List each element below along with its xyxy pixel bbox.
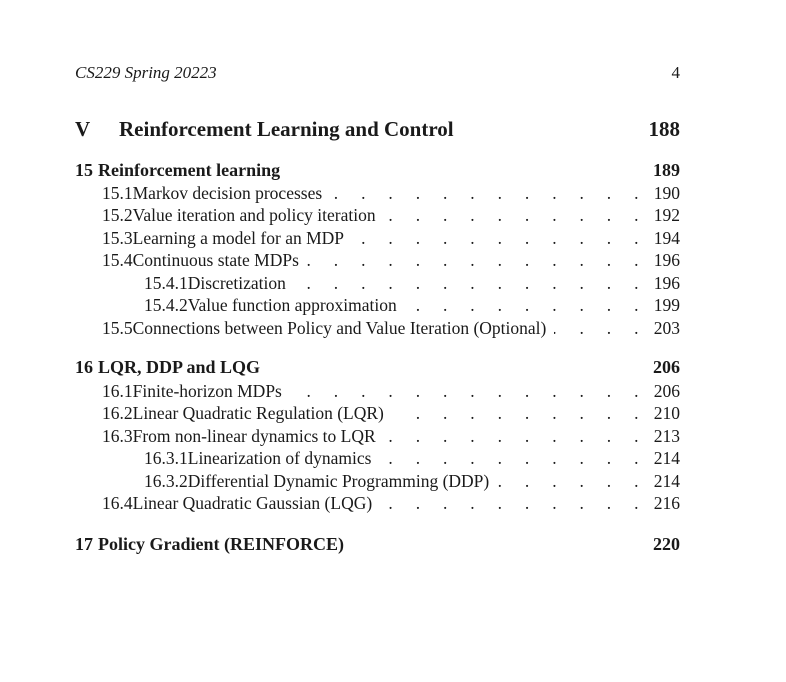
part-number: V	[75, 117, 91, 141]
section-number: 15.3	[102, 228, 133, 248]
toc-entry-16-1[interactable]	[75, 380, 680, 402]
dot-leader	[330, 182, 648, 204]
section-number: 16.4	[102, 493, 133, 513]
section-page-number: 192	[653, 205, 680, 225]
dot-leader	[554, 317, 647, 339]
header-page-number: 4	[671, 63, 680, 82]
section-page-number: 190	[653, 183, 680, 203]
section-title: Learning a model for an MDP	[132, 228, 345, 248]
section-number: 15.5	[102, 318, 133, 338]
chapter-page-number: 220	[653, 534, 680, 554]
chapter-page-number: 206	[653, 357, 680, 377]
section-page-number: 196	[653, 250, 680, 270]
chapter-number: 15	[75, 160, 93, 180]
header-title: CS229 Spring 20223	[75, 63, 217, 82]
subsection-title: Value function approximation	[187, 295, 397, 315]
section-title: Connections between Policy and Value Iteration (Optional)	[132, 318, 547, 338]
dot-leader	[384, 425, 648, 447]
dot-leader	[294, 272, 648, 294]
chapter-number: 16	[75, 357, 93, 377]
toc-chapter-15[interactable]	[75, 159, 680, 181]
dot-leader	[290, 380, 648, 402]
subsection-page-number: 199	[653, 295, 680, 315]
section-title: Continuous state MDPs	[132, 250, 299, 270]
subsection-number: 16.3.2	[144, 471, 188, 491]
toc-entry-15-4-1[interactable]	[75, 272, 680, 294]
toc-chapter-16[interactable]	[75, 356, 680, 378]
subsection-title: Linearization of dynamics	[187, 448, 372, 468]
section-number: 15.1	[102, 183, 133, 203]
dot-leader	[384, 204, 648, 226]
subsection-title: Differential Dynamic Programming (DDP)	[187, 471, 490, 491]
subsection-number: 16.3.1	[144, 448, 188, 468]
section-title: From non-linear dynamics to LQR	[132, 426, 376, 446]
chapter-page-number: 189	[653, 160, 680, 180]
section-page-number: 206	[653, 381, 680, 401]
toc-entry-15-3[interactable]	[75, 227, 680, 249]
section-number: 15.2	[102, 205, 133, 225]
toc-entry-16-3-1[interactable]	[75, 447, 680, 469]
dot-leader	[405, 294, 648, 316]
chapter-title: LQR, DDP and LQG	[98, 357, 261, 377]
dot-leader	[379, 447, 647, 469]
section-title: Value iteration and policy iteration	[132, 205, 376, 225]
section-title: Finite-horizon MDPs	[132, 381, 282, 401]
toc-entry-16-4[interactable]	[75, 492, 680, 514]
dot-leader	[352, 227, 648, 249]
toc-entry-15-1[interactable]	[75, 182, 680, 204]
section-number: 16.3	[102, 426, 133, 446]
toc-entry-16-3-2[interactable]	[75, 470, 680, 492]
toc-entry-16-3[interactable]	[75, 425, 680, 447]
section-page-number: 203	[653, 318, 680, 338]
section-page-number: 210	[653, 403, 680, 423]
chapter-number: 17	[75, 534, 93, 554]
toc-entry-15-2[interactable]	[75, 204, 680, 226]
section-number: 16.1	[102, 381, 133, 401]
toc-chapter-17[interactable]	[75, 533, 680, 555]
subsection-title: Discretization	[187, 273, 286, 293]
toc-entry-15-5[interactable]	[75, 317, 680, 339]
subsection-page-number: 214	[653, 471, 680, 491]
section-number: 15.4	[102, 250, 133, 270]
table-of-contents	[75, 0, 680, 682]
dot-leader	[392, 402, 648, 424]
section-page-number: 213	[653, 426, 680, 446]
subsection-number: 15.4.1	[144, 273, 188, 293]
subsection-number: 15.4.2	[144, 295, 188, 315]
section-page-number: 216	[653, 493, 680, 513]
chapter-title: Policy Gradient (REINFORCE)	[98, 534, 344, 554]
toc-entry-16-2[interactable]	[75, 402, 680, 424]
section-page-number: 194	[653, 228, 680, 248]
section-number: 16.2	[102, 403, 133, 423]
dot-leader	[380, 492, 648, 514]
chapter-title: Reinforcement learning	[98, 160, 281, 180]
subsection-page-number: 214	[653, 448, 680, 468]
subsection-page-number: 196	[653, 273, 680, 293]
toc-entry-15-4-2[interactable]	[75, 294, 680, 316]
dot-leader	[497, 470, 648, 492]
toc-entry-15-4[interactable]	[75, 249, 680, 271]
section-title: Linear Quadratic Gaussian (LQG)	[132, 493, 373, 513]
dot-leader	[307, 249, 648, 271]
section-title: Markov decision processes	[132, 183, 323, 203]
section-title: Linear Quadratic Regulation (LQR)	[132, 403, 384, 423]
part-title: Reinforcement Learning and Control	[119, 117, 454, 141]
part-page-number: 188	[648, 117, 680, 141]
